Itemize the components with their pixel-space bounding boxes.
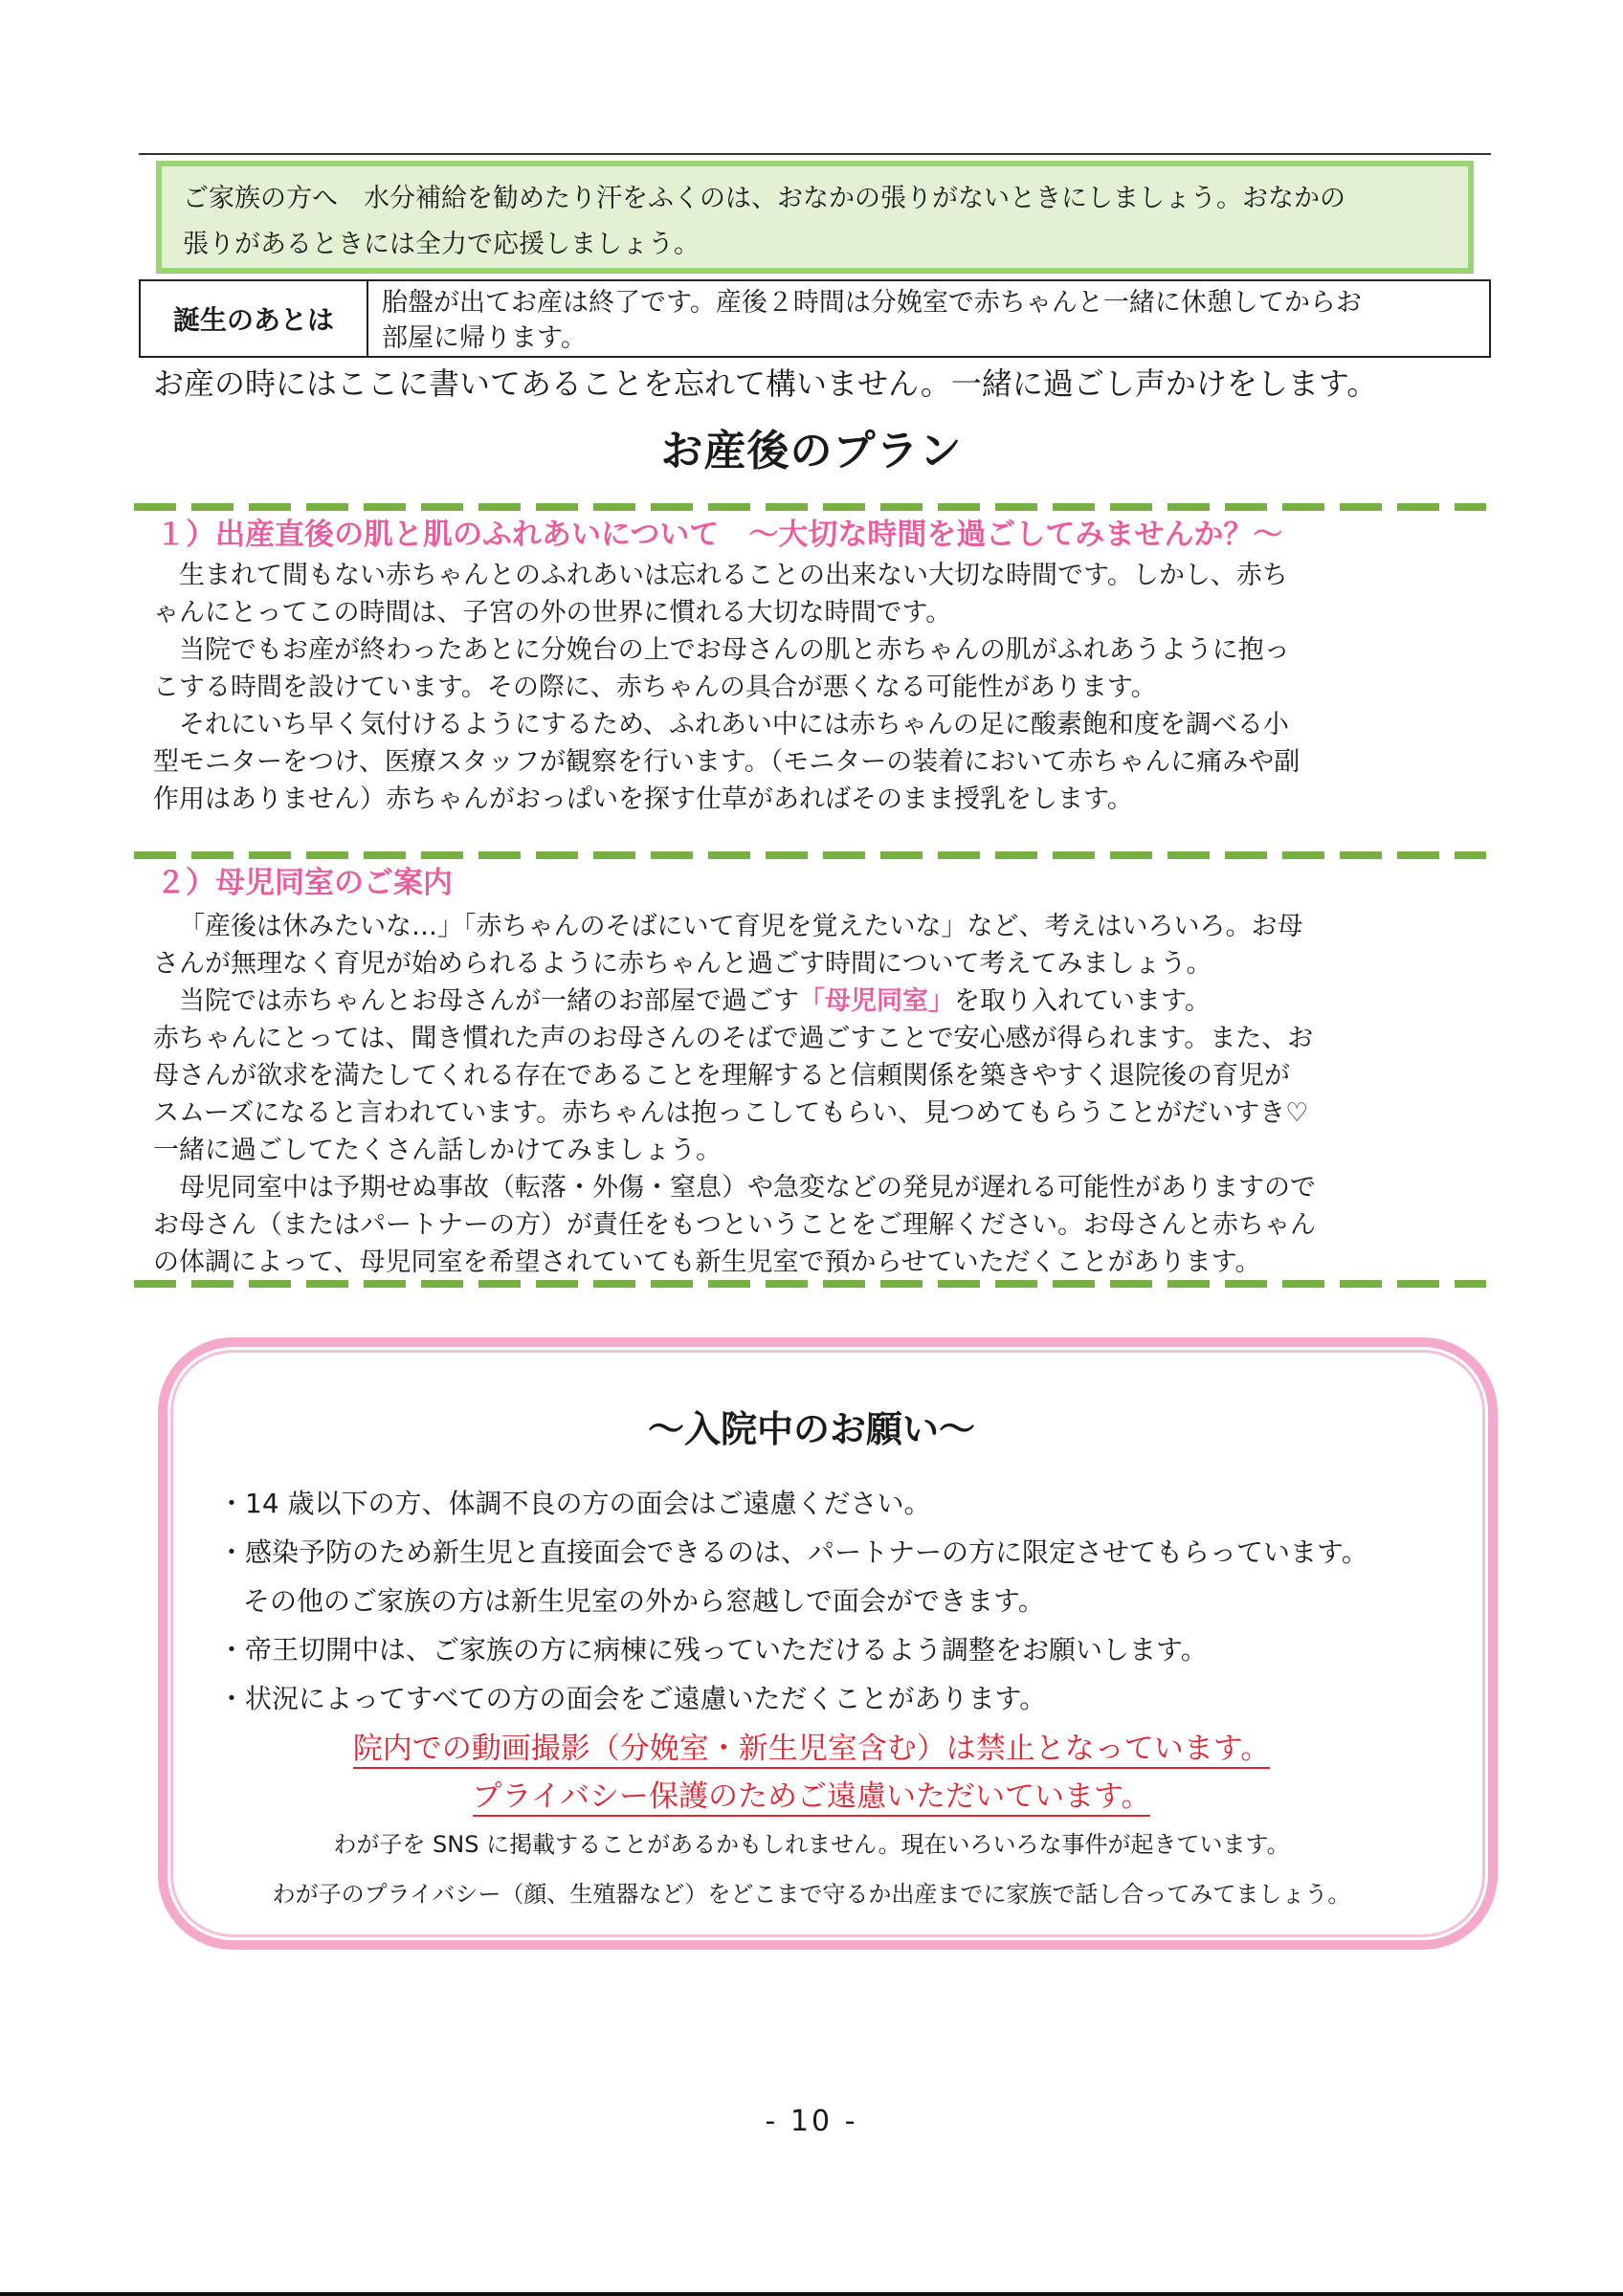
section2-line: 母さんが欲求を満たしてくれる存在であることを理解すると信頼関係を築きやすく退院後の育児が bbox=[153, 1061, 1290, 1091]
section1-line: 型モニターをつけ、医療スタッフが観察を行います。（モニターの装着において赤ちゃんに痛みや副 bbox=[153, 747, 1301, 777]
section1-line: 当院でもお産が終わったあとに分娩台の上でお母さんの肌と赤ちゃんの肌がふれあうように抱っ bbox=[179, 635, 1290, 665]
notice-list bbox=[218, 1479, 1462, 1723]
note-line: お産の時にはここに書いてあることを忘れて構いません。一緒に過ごし声かけをします。 bbox=[153, 365, 1378, 402]
page-number: - 10 - bbox=[765, 2105, 858, 2138]
warning-line bbox=[0, 1774, 1623, 1820]
section2-line: 母児同室中は予期せぬ事故（転落・外傷・窒息）や急変などの発見が遅れる可能性がありますので bbox=[179, 1173, 1316, 1203]
sns-note: わが子を SNS に掲載することがあるかもしれません。現在いろいろな事件が起きています。 bbox=[333, 1831, 1290, 1858]
section2-line: 赤ちゃんにとっては、聞き慣れた声のお母さんのそばで過ごすことで安心感が得られます。また、お bbox=[153, 1024, 1314, 1053]
notice-title: ～入院中のお願い～ bbox=[647, 1408, 975, 1450]
section-divider bbox=[134, 503, 1486, 511]
birth-table-line: 部屋に帰ります。 bbox=[382, 323, 587, 353]
warning-line bbox=[0, 1726, 1623, 1772]
section2-line: 「産後は休みたいな…」「赤ちゃんのそばにいて育児を覚えたいな」など、考えはいろいろ。お母 bbox=[179, 912, 1303, 941]
section2-line: スムーズになると言われています。赤ちゃんは抱っこしてもらい、見つめてもらうことがだいすき♡ bbox=[153, 1098, 1309, 1128]
section-divider bbox=[134, 1280, 1486, 1288]
section2-line: 一緒に過ごしてたくさん話しかけてみましょう。 bbox=[153, 1136, 722, 1165]
section1-body bbox=[153, 557, 1488, 818]
birth-table-line: 胎盤が出てお産は終了です。産後２時間は分娩室で赤ちゃんと一緒に休憩してからお bbox=[382, 288, 1362, 318]
section2-line: の体調によって、母児同室を希望されていても新生児室で預からせていただくことがあります。 bbox=[153, 1247, 1261, 1277]
birth-table-header: 誕生のあとは bbox=[141, 281, 368, 356]
rooming-in-pre: 当院では赤ちゃんとお母さんが一緒のお部屋で過ごす bbox=[179, 986, 799, 1016]
family-note-line: ご家族の方へ 水分補給を勧めたり汗をふくのは、おなかの張りがないときにしましょう。おなかの bbox=[183, 184, 1345, 213]
page-title: お産後のプラン bbox=[660, 427, 963, 475]
section-divider bbox=[134, 851, 1486, 859]
birth-table-cell bbox=[368, 281, 1489, 356]
section1-line: ゃんにとってこの時間は、子宮の外の世界に慣れる大切な時間です。 bbox=[153, 598, 952, 628]
top-rule bbox=[139, 153, 1491, 155]
notice-item: ・感染予防のため新生児と直接面会できるのは、パートナーの方に限定させてもらっています。 bbox=[218, 1536, 1368, 1568]
warning-text: 院内での動画撮影（分娩室・新生児室含む）は禁止となっています。 bbox=[353, 1732, 1271, 1769]
rooming-in-line bbox=[153, 982, 1488, 1020]
notice-item: ・状況によってすべての方の面会をご遠慮いただくことがあります。 bbox=[218, 1683, 1047, 1714]
family-note-line: 張りがあるときには全力で応援しましょう。 bbox=[183, 230, 700, 259]
notice-item: ・帝王切開中は、ご家族の方に病棟に残っていただけるよう調整をお願いします。 bbox=[218, 1634, 1208, 1666]
notice-item: ・14 歳以下の方、体調不良の方の面会はご遠慮ください。 bbox=[218, 1488, 931, 1519]
section1-line: こする時間を設けています。その際に、赤ちゃんの具合が悪くなる可能性があります。 bbox=[153, 673, 1157, 702]
section1-line: 作用はありません）赤ちゃんがおっぱいを探す仕草があればそのまま授乳をします。 bbox=[153, 784, 1133, 814]
birth-table bbox=[139, 279, 1491, 358]
section1-line: それにいち早く気付けるようにするため、ふれあい中には赤ちゃんの足に酸素飽和度を調べる小 bbox=[179, 710, 1289, 740]
privacy-note: わが子のプライバシー（顔、生殖器など）をどこまで守るか出産までに家族で話し合ってみてましょう。 bbox=[272, 1881, 1351, 1908]
section2-body bbox=[153, 908, 1488, 1281]
family-note-box bbox=[156, 161, 1474, 274]
warning-text: プライバシー保護のためご遠慮いただいています。 bbox=[473, 1779, 1151, 1817]
section2-line: お母さん（またはパートナーの方）が責任をもつということをご理解ください。お母さんと赤ちゃん bbox=[153, 1210, 1316, 1240]
notice-item: その他のご家族の方は新生児室の外から窓越しで面会ができます。 bbox=[243, 1585, 1045, 1617]
section2-line: さんが無理なく育児が始められるように赤ちゃんと過ごす時間について考えてみましょう。 bbox=[153, 949, 1212, 979]
section1-heading: １）出産直後の肌と肌のふれあいについて ～大切な時間を過ごしてみませんか？～ bbox=[156, 518, 1283, 552]
section2-heading: ２）母児同室のご案内 bbox=[156, 866, 453, 900]
bottom-rule bbox=[0, 2292, 1623, 2296]
rooming-in-post: を取り入れています。 bbox=[954, 986, 1211, 1016]
section1-line: 生まれて間もない赤ちゃんとのふれあいは忘れることの出来ない大切な時間です。しかし、赤ち bbox=[179, 561, 1288, 590]
rooming-in-emphasis: 「母児同室」 bbox=[799, 986, 954, 1016]
